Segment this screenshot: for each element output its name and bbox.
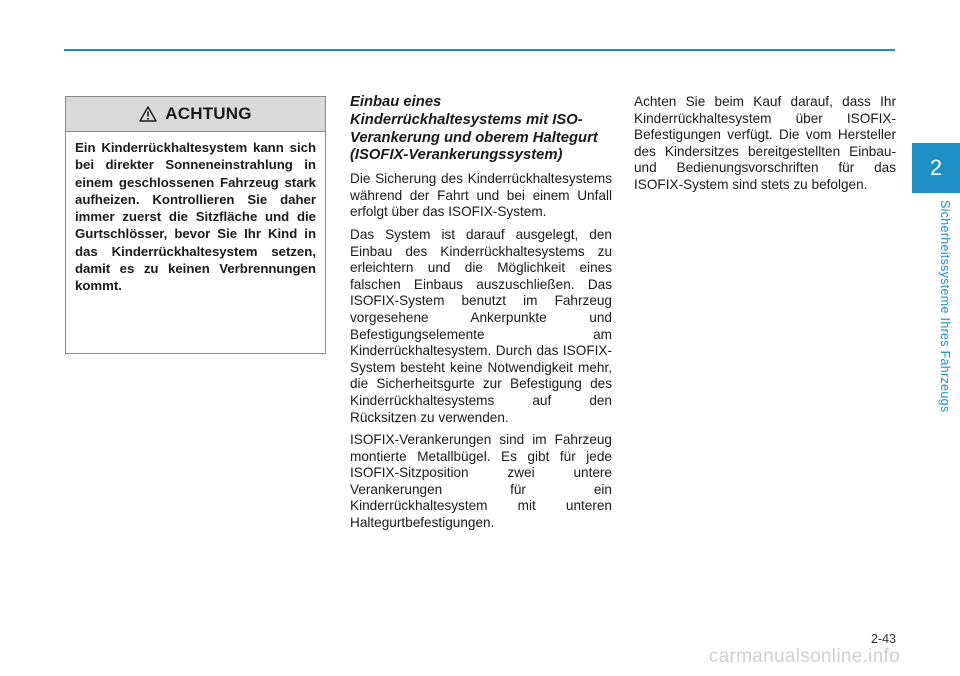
section-paragraph-3: ISOFIX-Verankerungen sind im Fahrzeug montierte Metallbügel. Es gibt für jede ISOFIX-Sitzposition zwei untere Verankerungen für ein Kinderrückhaltesystem mit unteren Haltegurtbefestigungen. bbox=[350, 432, 612, 531]
warning-box bbox=[65, 96, 326, 354]
middle-column bbox=[350, 94, 612, 538]
warning-text: Ein Kinderrückhaltesystem kann sich bei direkter Sonneneinstrahlung in einem geschlossenen Fahrzeug stark aufheizen. Kontrollieren Sie daher immer zuerst die Sitzfläche und die Gurtschlösser, bevor Sie Ihr Kind in das Kinderrückhaltesystem setzen, damit es zu keinen Verbrennungen kommt. bbox=[75, 140, 316, 294]
warning-header bbox=[66, 97, 325, 132]
chapter-title: Sicherheitssysteme Ihres Fahrzeugs bbox=[938, 200, 952, 413]
right-column bbox=[634, 94, 896, 200]
watermark: carmanualsonline.info bbox=[708, 646, 900, 667]
section-paragraph-2: Das System ist darauf ausgelegt, den Einbau des Kinderrückhaltesystems zu erleichtern und die Möglichkeit eines falschen Einbaus auszuschließen. Das ISOFIX-System benutzt im Fahrzeug vorgesehene Ankerpunkte und Befestigungselemente am Kinderrückhaltesystem. Durch das ISOFIX-System besteht keine Notwendigkeit mehr, die Sicherheitsgurte zur Befestigung des Kinderrückhaltesystems auf den Rücksitzen zu verwenden. bbox=[350, 226, 612, 425]
page-number: 2-43 bbox=[870, 632, 896, 646]
top-rule bbox=[64, 49, 895, 51]
right-paragraph: Achten Sie beim Kauf darauf, dass Ihr Kinderrückhaltesystem über ISOFIX-Befestigungen verfügt. Die vom Hersteller des Kindersitzes bereitgestellten Einbau- und Bedienungsvorschriften für das ISOFIX-System sind stets zu befolgen. bbox=[634, 94, 896, 192]
warning-title: ACHTUNG bbox=[165, 104, 252, 123]
section-paragraph-1: Die Sicherung des Kinderrückhaltesystems während der Fahrt und bei einem Unfall erfolgt über das ISOFIX-System. bbox=[350, 171, 612, 220]
warning-triangle-icon bbox=[139, 106, 157, 122]
chapter-tab bbox=[912, 143, 960, 193]
chapter-number: 2 bbox=[929, 155, 943, 180]
section-heading: Einbau eines Kinderrückhaltesystems mit ISO-Verankerung und oberem Haltegurt (ISOFIX-Verankerungssystem) bbox=[350, 94, 598, 164]
